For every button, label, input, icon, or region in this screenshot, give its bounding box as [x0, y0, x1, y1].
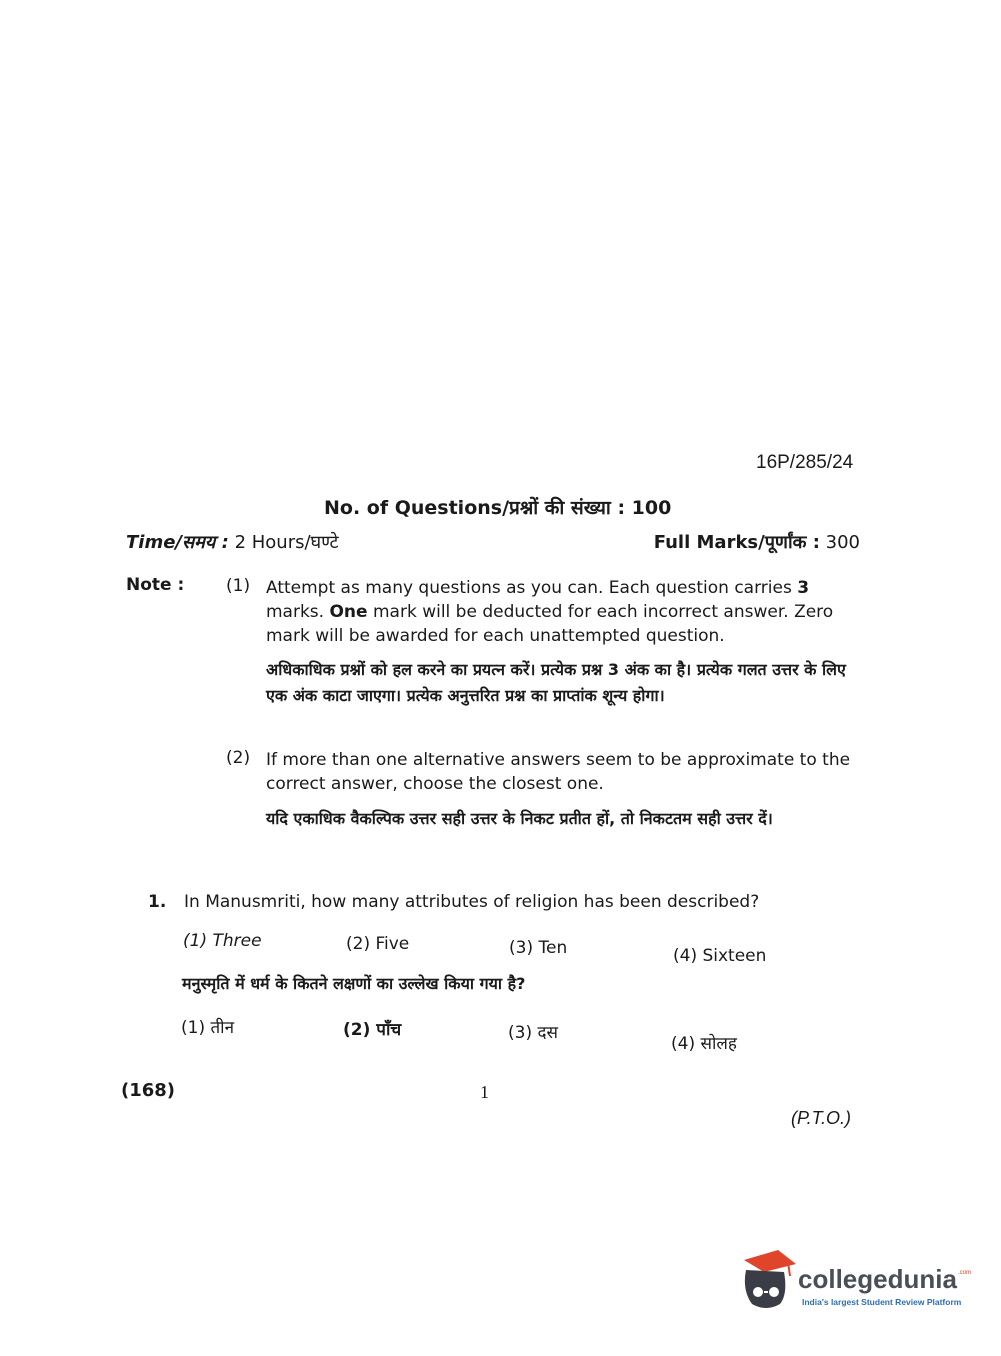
marks-value: 300 — [825, 532, 860, 553]
question-1-option-3: (3) Ten — [509, 938, 568, 958]
note-label: Note : — [126, 575, 185, 595]
collegedunia-logo — [740, 1250, 970, 1320]
time-label: Time/समय : — [126, 532, 229, 553]
question-1-option-4: (4) Sixteen — [673, 946, 767, 966]
note-item-1-num: (1) — [226, 576, 251, 596]
question-1-option-2: (2) Five — [346, 934, 410, 954]
page-number: 1 — [480, 1082, 489, 1102]
note-1-text-b: marks. — [266, 602, 325, 622]
note-item-2-hindi: यदि एकाधिक वैकल्पिक उत्तर सही उत्तर के निकट प्रतीत हों, तो निकटतम सही उत्तर दें। — [266, 809, 773, 828]
logo-suffix: .com — [958, 1270, 972, 1276]
question-1-option-4-hindi: (4) सोलह — [671, 1034, 737, 1054]
question-1-text-hindi: मनुस्मृति में धर्म के कितने लक्षणों का उल्लेख किया गया है? — [182, 974, 526, 993]
question-1-option-3-hindi: (3) दस — [508, 1023, 559, 1043]
pto-label: (P.T.O.) — [791, 1108, 852, 1128]
questions-value: 100 — [631, 497, 672, 519]
question-1-option-1: (1) Three — [183, 931, 262, 951]
time-line — [126, 530, 339, 554]
note-1-text-c: mark will be deducted for each incorrect answer. Zero mark will be awarded for each unattempted question. — [266, 602, 834, 646]
note-1-text-a: Attempt as many questions as you can. Each question carries — [266, 578, 792, 598]
note-1-bold-a: 3 — [797, 578, 810, 598]
note-item-1-english — [266, 576, 862, 648]
question-1-text: In Manusmriti, how many attributes of religion has been described? — [184, 892, 760, 912]
logo-wordmark: collegedunia — [798, 1264, 957, 1294]
question-1-option-2-hindi: (2) पाँच — [343, 1020, 402, 1040]
note-item-1-hindi: अधिकाधिक प्रश्नों को हल करने का प्रयत्न करें। प्रत्येक प्रश्न 3 अंक का है। प्रत्येक गलत उत्तर के लिए एक अंक काटा जाएगा। प्रत्येक अनुत्तरित प्रश्न का प्राप्तांक शून्य होगा। — [266, 660, 846, 705]
marks-line — [654, 530, 860, 554]
note-item-2-num: (2) — [226, 748, 251, 768]
note-1-bold-b: One — [329, 602, 368, 622]
marks-label: Full Marks/पूर्णांक : — [653, 532, 820, 553]
question-1-number: 1. — [148, 892, 167, 912]
questions-count — [324, 494, 671, 520]
time-value: 2 Hours/घण्टे — [234, 532, 339, 553]
questions-label: No. of Questions/प्रश्नों की संख्या : — [324, 497, 626, 519]
paper-code: 16P/285/24 — [756, 452, 854, 473]
footer-code: (168) — [121, 1080, 176, 1101]
note-item-2-english: If more than one alternative answers seem to be approximate to the correct answer, choose the closest one. — [266, 750, 851, 794]
logo-tagline: India's largest Student Review Platform — [802, 1297, 962, 1307]
mascot-icon — [740, 1250, 798, 1312]
question-1-option-1-hindi: (1) तीन — [181, 1018, 235, 1038]
